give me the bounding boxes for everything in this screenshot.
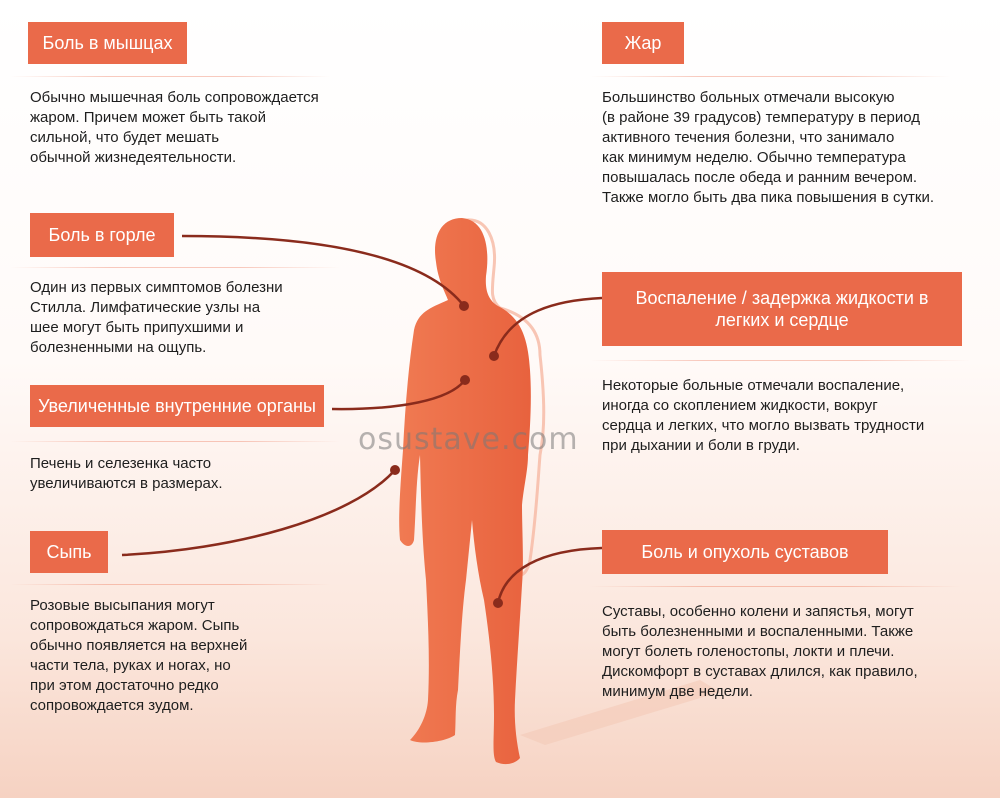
- desc-joints: [602, 602, 918, 702]
- desc-rash: [30, 596, 247, 716]
- dot-hand: [390, 465, 400, 475]
- divider-organs: [10, 441, 340, 442]
- divider-inflammation: [590, 360, 970, 361]
- desc-sore-throat: [30, 278, 283, 358]
- label-joints: Боль и опухоль суставов: [602, 530, 888, 574]
- text-line: увеличиваются в размерах.: [30, 475, 223, 492]
- text-line: иногда со скоплением жидкости, вокруг: [602, 397, 878, 414]
- text-line: части тела, руках и ногах, но: [30, 657, 231, 674]
- text-line: обычной жизнедеятельности.: [30, 149, 237, 166]
- text-line: при этом достаточно редко: [30, 677, 219, 694]
- human-body-shape: [399, 218, 531, 764]
- label-organs: Увеличенные внутренние органы: [30, 385, 324, 427]
- label-sore-throat: Боль в горле: [30, 213, 174, 257]
- divider-fever: [590, 76, 950, 77]
- text-line: Дискомфорт в суставах длился, как правило,: [602, 663, 918, 680]
- text-line: сердца и легких, что могло вызвать трудности: [602, 417, 925, 434]
- text-line: сопровождается зудом.: [30, 697, 194, 714]
- text-line: шее могут быть припухшими и: [30, 319, 244, 336]
- text-line: Также могло быть два пика повышения в сутки.: [602, 189, 935, 206]
- text-line: быть болезненными и воспаленными. Также: [602, 623, 914, 640]
- label-line: Воспаление / задержка жидкости в: [635, 287, 929, 308]
- label-rash: Сыпь: [30, 531, 108, 573]
- label-inflammation: [602, 272, 962, 346]
- desc-fever: [602, 88, 934, 208]
- label-line: легких и сердце: [715, 310, 849, 330]
- dot-abdomen: [460, 375, 470, 385]
- dot-throat: [459, 301, 469, 311]
- text-line: минимум две недели.: [602, 683, 753, 700]
- divider-rash: [10, 584, 330, 585]
- divider-sore-throat: [10, 267, 340, 268]
- text-line: Один из первых симптомов болезни: [30, 279, 283, 296]
- dot-knee: [493, 598, 503, 608]
- text-line: Печень и селезенка часто: [30, 455, 212, 472]
- text-line: при дыхании и боли в груди.: [602, 437, 800, 454]
- text-line: обычно появляется на верхней: [30, 637, 248, 654]
- label-muscle-pain: Боль в мышцах: [28, 22, 187, 64]
- label-fever: Жар: [602, 22, 684, 64]
- text-line: жаром. Причем может быть такой: [30, 109, 266, 126]
- desc-organs: [30, 454, 223, 494]
- text-line: Большинство больных отмечали высокую: [602, 89, 895, 106]
- text-line: Стилла. Лимфатические узлы на: [30, 299, 261, 316]
- text-line: (в районе 39 градусов) температуру в период: [602, 109, 921, 126]
- text-line: сильной, что будет мешать: [30, 129, 220, 146]
- desc-inflammation: [602, 376, 924, 456]
- text-line: повышалась после обеда и ранним вечером.: [602, 169, 918, 186]
- desc-muscle-pain: [30, 88, 319, 168]
- text-line: Розовые высыпания могут: [30, 597, 215, 614]
- watermark-text: osustave.com: [358, 422, 579, 457]
- text-line: активного течения болезни, что занимало: [602, 129, 895, 146]
- text-line: болезненными на ощупь.: [30, 339, 207, 356]
- text-line: могут болеть голеностопы, локти и плечи.: [602, 643, 895, 660]
- text-line: как минимум неделю. Обычно температура: [602, 149, 906, 166]
- text-line: сопровождаться жаром. Сыпь: [30, 617, 240, 634]
- text-line: Некоторые больные отмечали воспаление,: [602, 377, 905, 394]
- text-line: Обычно мышечная боль сопровождается: [30, 89, 319, 106]
- divider-muscle-pain: [10, 76, 330, 77]
- divider-joints: [590, 586, 960, 587]
- text-line: Суставы, особенно колени и запястья, могут: [602, 603, 914, 620]
- dot-chest: [489, 351, 499, 361]
